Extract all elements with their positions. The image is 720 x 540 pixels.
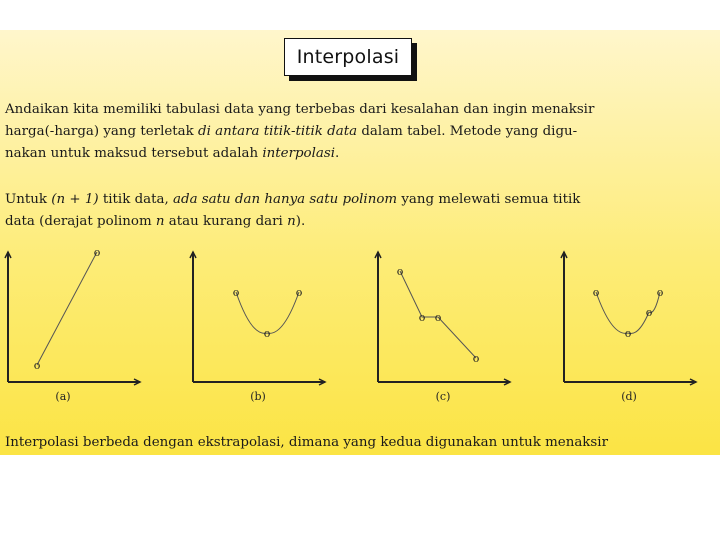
- math-text: (n + 1): [51, 192, 99, 207]
- data-point-marker: o: [295, 286, 303, 299]
- data-point-marker: o: [232, 286, 240, 299]
- data-point-marker: o: [418, 311, 426, 324]
- data-point-marker: o: [396, 265, 404, 278]
- figure-label: (a): [55, 390, 71, 403]
- emphasis-text: interpolasi: [262, 146, 336, 161]
- figure-label: (c): [435, 390, 451, 403]
- paragraph-line: harga(-harga) yang terletak di antara titik-titik data dalam tabel. Metode yang digu-: [5, 124, 578, 139]
- interpolation-figures-svg: [0, 246, 720, 406]
- data-point-marker: o: [592, 286, 600, 299]
- data-point-marker: o: [434, 311, 442, 324]
- data-point-marker: o: [645, 306, 653, 319]
- interpolating-curve: [37, 252, 97, 365]
- slide-title-text: Interpolasi: [296, 46, 400, 68]
- math-text: n: [155, 214, 165, 229]
- paragraph-extrapolation: [5, 432, 717, 454]
- data-point-marker: o: [656, 286, 664, 299]
- paragraph-line: Andaikan kita memiliki tabulasi data yang terbebas dari kesalahan dan ingin menaksir: [5, 102, 595, 117]
- emphasis-text: ada satu dan hanya satu polinom: [173, 192, 398, 207]
- paragraph-interpolation-intro: [5, 99, 711, 165]
- math-text: n: [287, 214, 296, 229]
- emphasis-text: di antara titik-titik data: [198, 124, 358, 139]
- slide-title: [284, 38, 412, 76]
- figure-label: (b): [250, 390, 266, 403]
- paragraph-line: nakan untuk maksud tersebut adalah interpolasi.: [5, 146, 340, 161]
- paragraph-polynomial-uniqueness: [5, 189, 711, 233]
- data-point-marker: o: [33, 359, 41, 372]
- data-point-marker: o: [624, 327, 632, 340]
- paragraph-line: Interpolasi berbeda dengan ekstrapolasi, dimana yang kedua digunakan untuk menaksir: [5, 435, 608, 450]
- interpolation-figures: [0, 246, 720, 406]
- figure-label: (d): [621, 390, 637, 403]
- paragraph-line: Untuk (n + 1) titik data, ada satu dan hanya satu polinom yang melewati semua titik: [5, 192, 581, 207]
- data-point-marker: o: [263, 327, 271, 340]
- data-point-marker: o: [472, 352, 480, 365]
- paragraph-line: data (derajat polinom n atau kurang dari n).: [5, 214, 306, 229]
- data-point-marker: o: [93, 246, 101, 259]
